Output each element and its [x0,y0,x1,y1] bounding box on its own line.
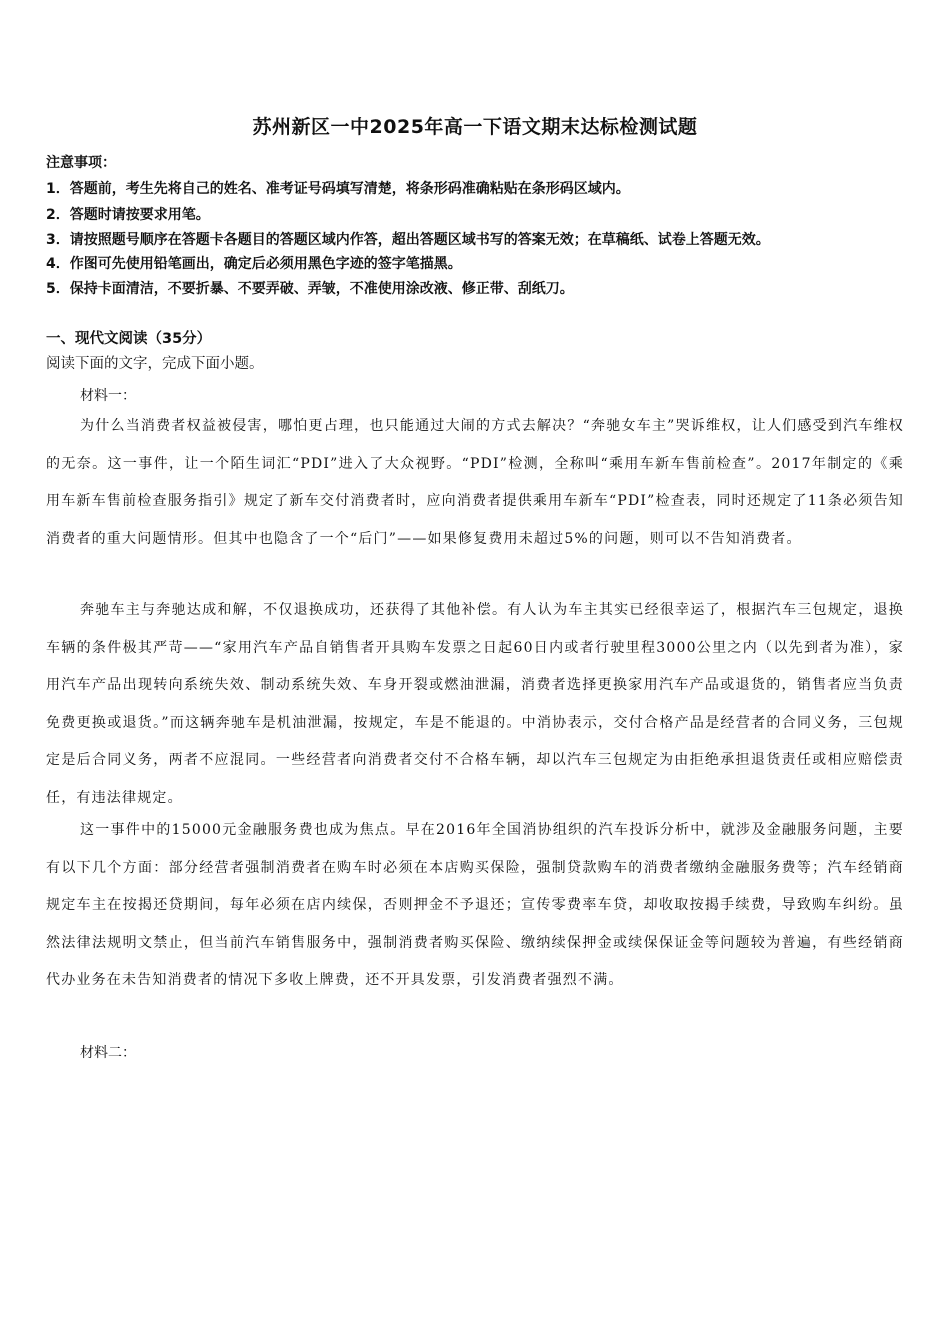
notice-item: 4．作图可先使用铅笔画出，确定后必须用黑色字迹的签字笔描黑。 [46,256,462,272]
notice-item: 2．答题时请按要求用笔。 [46,207,210,223]
notice-item: 5．保持卡面清洁，不要折暴、不要弄破、弄皱，不准使用涂改液、修正带、刮纸刀。 [46,281,574,297]
reading-instruction: 阅读下面的文字，完成下面小题。 [46,356,264,372]
paragraph: 这一事件中的15000元金融服务费也成为焦点。早在2016年全国消协组织的汽车投诉分析中，就涉及金融服务问题，主要有以下几个方面：部分经营者强制消费者在购车时必须在本店购买保险，强制贷款购车的消费者缴纳金融服务费等；汽车经销商规定车主在按揭还贷期间，每年必须在店内续保，否则押金不予退还；宣传零费率车贷，却收取按揭手续费，导致购车纠纷。虽然法律法规明文禁止，但当前汽车销售服务中，强制消费者购买保险、缴纳续保押金或续保保证金等问题较为普遍，有些经销商代办业务在未告知消费者的情况下多收上牌费，还不开具发票，引发消费者强烈不满。 [46,822,904,988]
notice-item: 1．答题前，考生先将自己的姓名、准考证号码填写清楚，将条形码准确粘贴在条形码区域内。 [46,181,630,197]
paragraph: 为什么当消费者权益被侵害，哪怕更占理，也只能通过大闹的方式去解决？“奔驰女车主”哭诉维权，让人们感受到汽车维权的无奈。这一事件，让一个陌生词汇“PDI”进入了大众视野。“PDI”检测，全称叫“乘用车新车售前检查”。2017年制定的《乘用车新车售前检查服务指引》规定了新车交付消费者时，应向消费者提供乘用车新车“PDI”检查表，同时还规定了11条必须告知消费者的重大问题情形。但其中也隐含了一个“后门”——如果修复费用未超过5%的问题，则可以不告知消费者。 [46,418,904,547]
page-title: 苏州新区一中2025年高一下语文期末达标检测试题 [252,116,698,138]
notice-label: 注意事项： [46,155,116,171]
paragraph: 奔驰车主与奔驰达成和解，不仅退换成功，还获得了其他补偿。有人认为车主其实已经很幸运了，根据汽车三包规定，退换车辆的条件极其严苛——“家用汽车产品自销售者开具购车发票之日起60日内或者行驶里程3000公里之内（以先到者为准），家用汽车产品出现转向系统失效、制动系统失效、车身开裂或燃油泄漏，消费者选择更换家用汽车产品或退货的，销售者应当负责免费更换或退货。”而这辆奔驰车是机油泄漏，按规定，车是不能退的。中消协表示，交付合格产品是经营者的合同义务，三包规定是后合同义务，两者不应混同。一些经营者向消费者交付不合格车辆，却以汽车三包规定为由拒绝承担退货责任或相应赔偿责任，有违法律规定。 [46,602,904,806]
material-two-label: 材料二： [80,1045,136,1061]
section-heading: 一、现代文阅读（35分） [46,331,212,347]
notice-item: 3．请按照题号顺序在答题卡各题目的答题区域内作答，超出答题区域书写的答案无效；在草稿纸、试卷上答题无效。 [46,232,770,248]
material-one-label: 材料一： [80,388,136,404]
